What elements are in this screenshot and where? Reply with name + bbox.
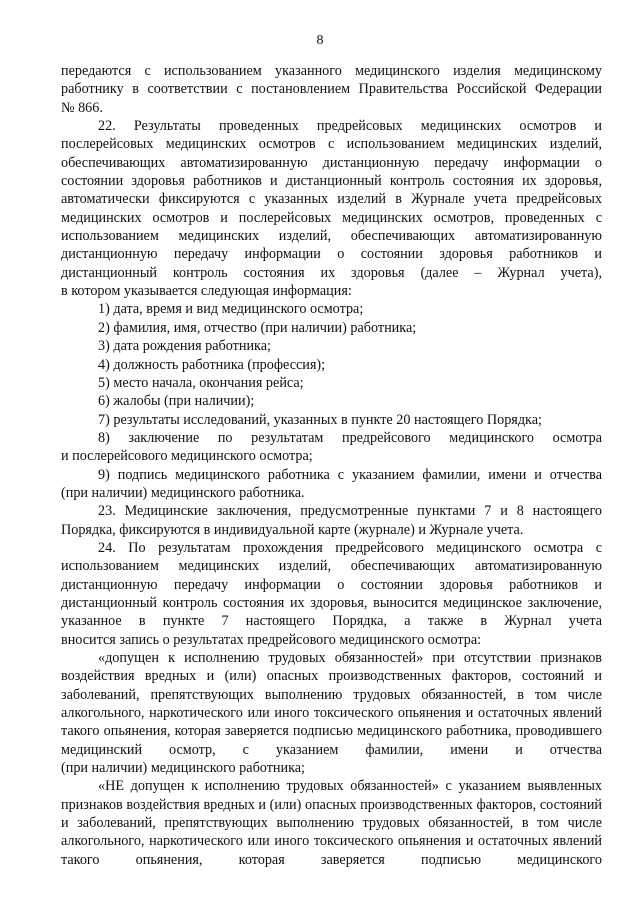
paragraph-not-admitted	[61, 777, 602, 869]
text-line: 4) должность работника (профессия);	[98, 356, 326, 373]
text-line: Порядка, фиксируются в индивидуальной карте (журнале) и Журнале учета.	[61, 521, 524, 538]
text-line: проводившего медицинский осмотр, с указанием фамилии, имени и отчества	[61, 723, 603, 758]
list-item-9	[61, 466, 602, 484]
text-line: 6) жалобы (при наличии);	[98, 393, 255, 410]
text-line: вносится запись о результатах предрейсового медицинского осмотра:	[61, 631, 482, 648]
text-line: 23. Медицинские заключения, предусмотренные пунктами 7 и 8 настоящего	[98, 503, 602, 520]
text-line: 3) дата рождения работника;	[98, 338, 271, 355]
paragraph-admitted	[61, 649, 602, 759]
text-line: дистанционную передачу информации о состоянии здоровья работников	[61, 576, 579, 593]
text-line: (при наличии) медицинского работника.	[61, 484, 305, 501]
list-item-9-end	[61, 484, 602, 502]
text-line: и дистанционный контроль состояния их здоровья, выносится медицинское	[61, 576, 602, 611]
text-line: работнику в соответствии с постановлением Правительства Российской Федерации	[61, 81, 602, 98]
text-line: с использованием медицинских изделий, обеспечивающих автоматизированную	[61, 539, 602, 575]
list-item-8-end	[61, 447, 602, 465]
text-line: и послерейсовых медицинских осмотров с использованием медицинских изделий,	[61, 118, 603, 153]
list-item-8	[61, 429, 602, 447]
paragraph-continuation	[61, 62, 602, 99]
text-line: 9) подпись медицинского работника с указанием фамилии, имени и отчества	[98, 466, 602, 483]
text-line: № 866.	[61, 99, 103, 116]
text-line: заключение, указанное в пункте 7 настоящего Порядка, а также в Журнал учета	[61, 594, 602, 630]
text-line: 1) дата, время и вид медицинского осмотра;	[98, 301, 364, 318]
document-body	[61, 62, 602, 869]
text-line: в котором указывается следующая информация:	[61, 283, 352, 300]
text-line: о состоянии здоровья работников и дистанционный контроль состояния их здоровья,	[61, 154, 602, 190]
text-line: 22. Результаты проведенных предрейсовых медицинских осмотров	[98, 118, 577, 135]
text-line: обеспечивающих автоматизированную дистанционную передачу информации	[61, 154, 580, 171]
text-line: 24. По результатам прохождения предрейсового медицинского осмотра	[98, 539, 584, 556]
list-item-5	[61, 374, 602, 392]
list-item-6	[61, 392, 602, 410]
text-line: в том числе алкогольного, наркотического или иного токсического опьянения	[61, 815, 603, 850]
text-line: с использованием медицинских изделий, обеспечивающих автоматизированную	[61, 209, 602, 245]
text-line: медицинских осмотров и послерейсовых медицинских осмотров, проведенных	[61, 209, 585, 226]
paragraph-admitted-end	[61, 759, 602, 777]
text-line: и послерейсового медицинского осмотра;	[61, 448, 313, 465]
paragraph-item-22	[61, 117, 602, 282]
text-line: (при наличии) медицинского работника;	[61, 760, 305, 777]
text-line: явлений такого опьянения, которая заверяется подписью медицинского работника,	[61, 705, 602, 740]
text-line: и заболеваний, препятствующих выполнению трудовых обязанностей, в том числе	[61, 668, 603, 703]
text-line: «НЕ допущен к исполнению трудовых обязанностей» с указанием выявленных	[98, 778, 602, 795]
text-line: автоматически фиксируются с указанных изделий в Журнале учета предрейсовых	[61, 191, 602, 208]
text-line: состояний и заболеваний, препятствующих выполнению трудовых обязанностей,	[61, 796, 603, 832]
paragraph-item-24	[61, 539, 602, 631]
text-line: передаются с использованием указанного медицинского изделия медицинскому	[61, 63, 602, 79]
text-line: алкогольного, наркотического или иного токсического опьянения и остаточных	[61, 705, 549, 722]
text-line: признаков воздействия вредных и (или) опасных производственных факторов,	[61, 796, 537, 813]
text-line: «допущен к исполнению трудовых обязанностей» при отсутствии признаков	[98, 650, 602, 666]
text-line: 7) результаты исследований, указанных в пункте 20 настоящего Порядка;	[98, 411, 542, 428]
paragraph-item-24-end	[61, 631, 602, 649]
list-item-2	[61, 319, 602, 337]
text-line: воздействия вредных и (или) опасных производственных факторов, состояний	[61, 668, 585, 685]
list-item-1	[61, 300, 602, 318]
text-line: дистанционную передачу информации о состоянии здоровья работников	[61, 246, 579, 263]
text-line: 5) место начала, окончания рейса;	[98, 374, 304, 391]
text-line: и остаточных явлений такого опьянения, которая заверяется подписью медицинского	[61, 833, 602, 868]
page-number: 8	[316, 33, 324, 48]
paragraph-continuation-end	[61, 99, 602, 117]
list-item-3	[61, 337, 602, 355]
list-item-4	[61, 356, 602, 374]
list-item-7	[61, 411, 602, 429]
text-line: и дистанционный контроль состояния их здоровья (далее – Журнал учета),	[61, 246, 602, 281]
text-line: 8) заключение по результатам предрейсового медицинского осмотра	[98, 429, 602, 446]
paragraph-item-23	[61, 502, 602, 520]
text-line: 2) фамилия, имя, отчество (при наличии) работника;	[98, 319, 417, 336]
paragraph-item-22-end	[61, 282, 602, 300]
paragraph-item-23-end	[61, 521, 602, 539]
